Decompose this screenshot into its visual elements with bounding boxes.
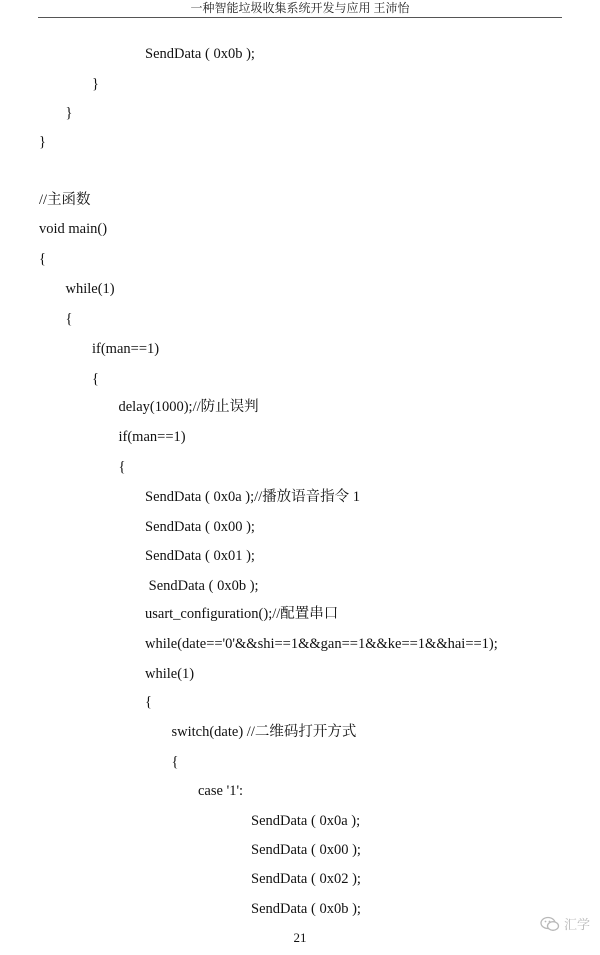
code-line: while(date=='0'&&shi==1&&gan==1&&ke==1&&hai==1); [145,636,498,652]
wechat-icon [540,916,560,932]
code-line: switch(date) //二维码打开方式 [171,724,357,740]
code-line: SendData ( 0x02 ); [251,871,361,887]
code-line: delay(1000);//防止误判 [118,399,259,415]
code-line: { [92,371,99,387]
watermark-text: 汇学 [563,918,590,933]
code-line: while(1) [145,666,195,682]
code-line: SendData ( 0x0b ); [145,578,259,594]
code-line: SendData ( 0x0a ); [251,813,361,829]
code-line: { [39,251,46,267]
code-line: { [118,459,126,475]
code-line: SendData ( 0x0b ); [251,901,361,917]
code-line: //主函数 [39,192,91,208]
watermark [540,914,590,933]
code-line: SendData ( 0x01 ); [145,548,255,564]
code-line: { [65,311,73,327]
code-line: if(man==1) [118,429,186,445]
code-line: } [92,76,99,92]
code-line: SendData ( 0x0b ); [145,46,255,62]
code-line: } [65,105,73,121]
page-number: 21 [293,930,307,945]
code-line: case '1': [198,783,244,799]
code-line: SendData ( 0x0a );//播放语音指令 1 [145,489,361,505]
code-line: usart_configuration();//配置串口 [145,606,339,622]
running-header [38,0,562,18]
code-line: { [145,694,152,710]
code-line: SendData ( 0x00 ); [145,519,255,535]
code-line: SendData ( 0x00 ); [251,842,361,858]
code-line: { [171,754,179,770]
code-line: if(man==1) [92,341,160,357]
code-line: void main() [39,221,108,237]
code-line: } [39,134,46,150]
header-title: 一种智能垃圾收集系统开发与应用 王沛怡 [190,1,410,15]
code-line: while(1) [65,281,115,297]
